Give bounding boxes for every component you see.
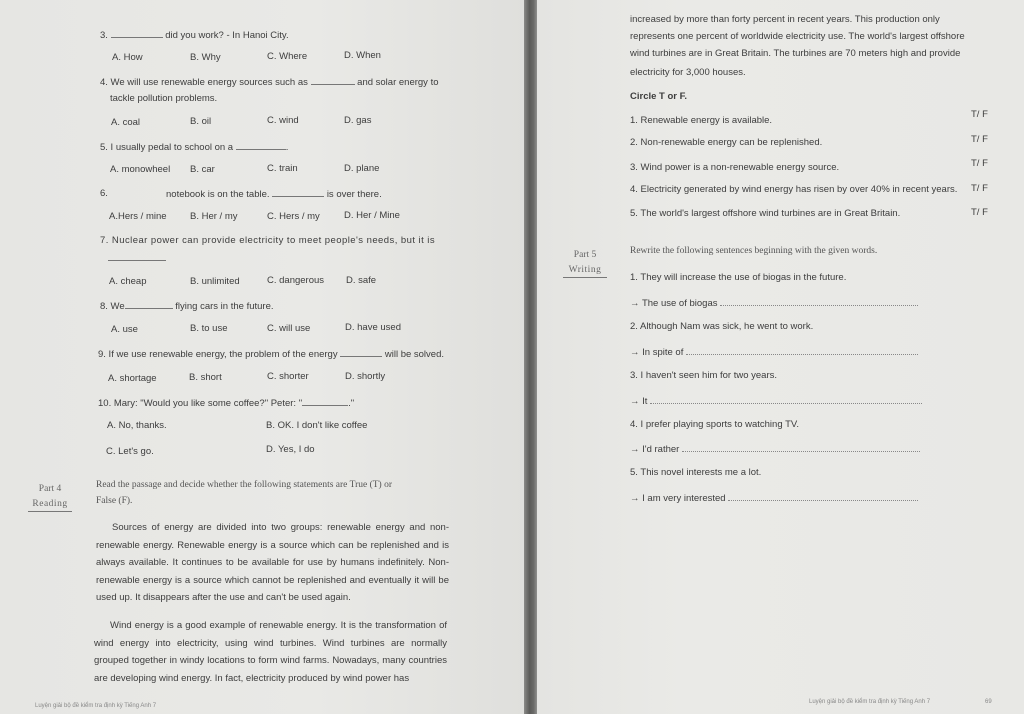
rewrite-answer-1: → The use of biogas (630, 297, 918, 310)
q3-option-a: A. How (112, 52, 143, 63)
answer-blank (302, 396, 348, 406)
q7-option-d: D. safe (346, 275, 377, 286)
part5-instructions: Rewrite the following sentences beginning with the given words. (630, 246, 878, 256)
page-footer: Luyện giải bộ đề kiểm tra định kỳ Tiếng Anh 7 (809, 699, 931, 705)
q5-option-c: C. train (267, 163, 298, 174)
q4-option-d: D. gas (344, 115, 372, 126)
section-label-part4 (28, 484, 72, 512)
tf-statement-4: 4. Electricity generated by wind energy has risen by over 40% in recent years. (630, 184, 958, 195)
q9-option-d: D. shortly (345, 371, 386, 382)
answer-blank (125, 299, 173, 309)
q6-num: 6. (100, 188, 108, 199)
passage-cont-line-2: represents one percent of worldwide electricity use. The world's largest offshore (630, 31, 965, 42)
q3-stem: 3. did you work? - In Hanoi City. (100, 30, 289, 41)
answer-blank (340, 347, 382, 357)
circle-instruction: Circle T or F. (630, 91, 688, 102)
section-label-part5 (563, 250, 607, 278)
q8-stem: 8. We flying cars in the future. (100, 301, 274, 312)
rewrite-answer-5: → I am very interested (630, 492, 918, 505)
answer-blank (236, 140, 286, 150)
q5-option-a: A. monowheel (110, 164, 171, 175)
tf-statement-1: 1. Renewable energy is available. (630, 115, 773, 126)
q6-option-a: A.Hers / mine (109, 211, 167, 222)
tf-mark-3: T/ F (971, 158, 988, 169)
tf-mark-1: T/ F (971, 109, 988, 120)
q5-option-d: D. plane (344, 163, 380, 174)
right-page (537, 0, 1024, 714)
q8-option-b: B. to use (190, 323, 228, 334)
rewrite-sentence-4: 4. I prefer playing sports to watching TV. (630, 419, 799, 430)
rewrite-sentence-3: 3. I haven't seen him for two years. (630, 370, 778, 381)
passage-cont-line-1: increased by more than forty percent in recent years. This production only (630, 14, 940, 25)
part-title: Writing (563, 265, 607, 278)
q10-stem: 10. Mary: "Would you like some coffee?" Peter: " ." (98, 398, 355, 409)
q4-option-b: B. oil (190, 116, 212, 127)
q8-option-c: C. will use (267, 323, 311, 334)
rewrite-sentence-2: 2. Although Nam was sick, he went to work. (630, 321, 814, 332)
page-footer: Luyện giải bộ đề kiểm tra định kỳ Tiếng Anh 7 (35, 703, 157, 709)
answer-line (720, 297, 918, 306)
answer-line (728, 492, 918, 501)
answer-line (682, 443, 920, 452)
q6-stem: notebook is on the table. is over there. (166, 189, 382, 200)
rewrite-answer-3: → It (630, 395, 922, 408)
part-title: Reading (28, 499, 72, 512)
passage-cont-line-4: electricity for 3,000 houses. (630, 67, 746, 78)
answer-line (650, 395, 922, 404)
q3-option-b: B. Why (190, 52, 221, 63)
rewrite-answer-2: → In spite of (630, 346, 918, 359)
part-number: Part 4 (38, 484, 62, 494)
q7-option-b: B. unlimited (190, 276, 240, 287)
rewrite-sentence-5: 5. This novel interests me a lot. (630, 467, 762, 478)
q7-option-c: C. dangerous (267, 275, 325, 286)
reading-paragraph-2: Wind energy is a good example of renewable energy. It is the transformation of wind energy into electricity, using wind turbines. Wind turbines are normally grouped together in windy locations to form wind farms. Nowadays, many countries are developing wind energy. In fact, electricity produced by wind power has (94, 620, 447, 684)
q10-option-b: B. OK. I don't like coffee (266, 420, 368, 431)
tf-statement-5: 5. The world's largest offshore wind turbines are in Great Britain. (630, 208, 901, 219)
q8-option-d: D. have used (345, 322, 401, 333)
q3-option-c: C. Where (267, 51, 308, 62)
tf-mark-2: T/ F (971, 134, 988, 145)
q3-option-d: D. When (344, 50, 381, 61)
q10-option-d: D. Yes, I do (266, 444, 315, 455)
answer-blank (108, 251, 166, 261)
answer-blank (272, 187, 324, 197)
q9-option-b: B. short (189, 372, 222, 383)
q5-stem: 5. I usually pedal to school on a . (100, 142, 289, 153)
tf-mark-4: T/ F (971, 183, 988, 194)
q4-option-a: A. coal (111, 117, 141, 128)
part4-instructions-cont: False (F). (96, 496, 133, 506)
tf-statement-3: 3. Wind power is a non-renewable energy source. (630, 162, 840, 173)
q7-stem: 7. Nuclear power can provide electricity to meet people's needs, but it is (100, 235, 436, 246)
answer-blank (111, 28, 163, 38)
q4-option-c: C. wind (267, 115, 299, 126)
q4-stem-cont: tackle pollution problems. (110, 93, 218, 104)
part4-instructions: Read the passage and decide whether the following statements are True (T) or (96, 480, 392, 490)
q6-option-c: C. Hers / my (267, 211, 320, 222)
reading-paragraph-1: Sources of energy are divided into two groups: renewable energy and non-renewable energy. Renewable energy is a source which can be replenished and is always available. It continues to be available for use by humans indefinitely. Non-renewable energy is a source which cannot be replenished and eventually it will be used up. It disappears after the use and can't be used again. (96, 522, 449, 603)
q10-option-a: A. No, thanks. (107, 420, 167, 431)
q6-option-d: D. Her / Mine (344, 210, 400, 221)
q9-stem: 9. If we use renewable energy, the problem of the energy will be solved. (98, 349, 444, 360)
tf-statement-2: 2. Non-renewable energy can be replenished. (630, 137, 823, 148)
rewrite-answer-4: → I'd rather (630, 443, 920, 456)
q10-option-c: C. Let's go. (106, 446, 154, 457)
tf-mark-5: T/ F (971, 207, 988, 218)
q5-option-b: B. car (190, 164, 215, 175)
q8-option-a: A. use (111, 324, 138, 335)
passage-cont-line-3: wind turbines are in Great Britain. The turbines are 70 meters high and provide (630, 48, 961, 59)
q4-stem: 4. We will use renewable energy sources such as and solar energy to (100, 77, 439, 88)
rewrite-sentence-1: 1. They will increase the use of biogas in the future. (630, 272, 847, 283)
answer-blank (311, 75, 355, 85)
answer-line (686, 346, 918, 355)
part-number: Part 5 (573, 250, 597, 260)
q7-option-a: A. cheap (109, 276, 147, 287)
page-number: 69 (985, 699, 992, 705)
q9-option-c: C. shorter (267, 371, 309, 382)
q6-option-b: B. Her / my (190, 211, 238, 222)
q9-option-a: A. shortage (108, 373, 157, 384)
